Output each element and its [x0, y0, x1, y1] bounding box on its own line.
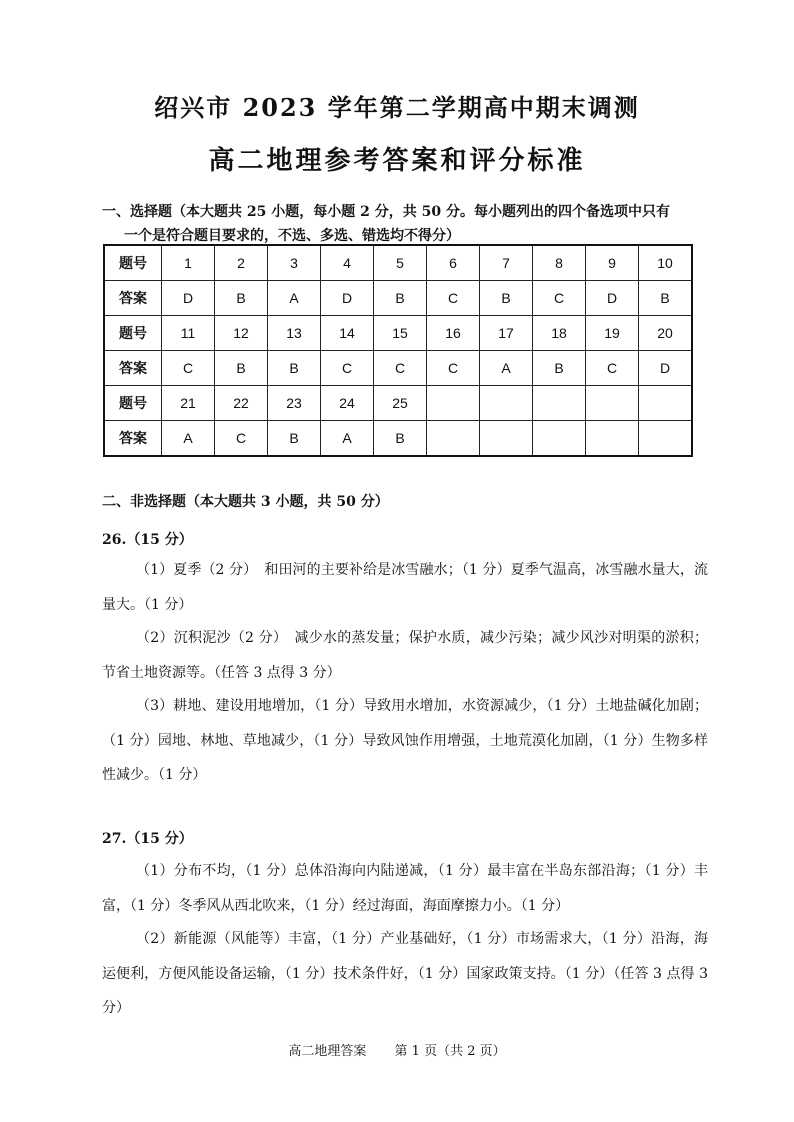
document-title: 绍兴市 2023 学年第二学期高中期末调测	[154, 93, 640, 122]
answer-row-cell	[586, 421, 639, 457]
question-27-part2: （2）新能源（风能等）丰富，（1 分）产业基础好，（1 分）市场需求大，（1 分）沿海，海运便利，方便风能设备运输，（1 分）技术条件好，（1 分）国家政策支持。（1 分）（任答 3 点得 3 分）	[102, 931, 708, 1016]
answer-row-cell: B	[374, 421, 427, 457]
answer-row-cell: B	[268, 351, 321, 386]
question-26-heading: 26.（15 分）	[102, 532, 193, 548]
question-number-row-cell: 9	[586, 245, 639, 281]
question-27-heading: 27.（15 分）	[102, 831, 193, 847]
answer-table	[103, 244, 693, 457]
answer-row-cell: C	[162, 351, 215, 386]
question-number-row-cell: 7	[480, 245, 533, 281]
answer-row-cell	[639, 421, 693, 457]
footer-doc-name: 高二地理答案	[288, 1044, 367, 1059]
answer-row-cell: B	[215, 281, 268, 316]
question-number-row-cell: 5	[374, 245, 427, 281]
answer-row-cell: D	[321, 281, 374, 316]
question-number-row-cell	[480, 386, 533, 421]
answer-row-cell: A	[480, 351, 533, 386]
question-number-row-label: 题号	[104, 316, 162, 351]
answer-row-cell: C	[533, 281, 586, 316]
section1-heading-line1: 一、选择题（本大题共 25 小题，每小题 2 分，共 50 分。每小题列出的四个备选项中只有	[102, 204, 670, 220]
question-26-part3: （3）耕地、建设用地增加，（1 分）导致用水增加，水资源减少，（1 分）土地盐碱化加剧；（1 分）园地、林地、草地减少，（1 分）导致风蚀作用增强，土地荒漠化加剧，（1 分）生物多样性减少。（1 分）	[102, 698, 708, 783]
answer-row-cell: A	[162, 421, 215, 457]
answer-row-cell: C	[321, 351, 374, 386]
answer-row	[104, 421, 692, 457]
answer-row-cell: A	[321, 421, 374, 457]
question-number-row-label: 题号	[104, 386, 162, 421]
question-number-row-cell: 24	[321, 386, 374, 421]
section1-heading-line2: 一个是符合题目要求的，不选、多选、错选均不得分）	[124, 228, 460, 244]
question-number-row	[104, 245, 692, 281]
answer-row-cell: B	[268, 421, 321, 457]
question-number-row-cell: 6	[427, 245, 480, 281]
question-number-row-cell: 11	[162, 316, 215, 351]
question-27-part1: （1）分布不均，（1 分）总体沿海向内陆递减，（1 分）最丰富在半岛东部沿海；（1 分）丰富，（1 分）冬季风从西北吹来，（1 分）经过海面，海面摩擦力小。（1 分）	[102, 863, 708, 914]
answer-row-cell: C	[215, 421, 268, 457]
question-number-row-cell: 16	[427, 316, 480, 351]
question-number-row-cell: 4	[321, 245, 374, 281]
answer-row-cell: C	[427, 351, 480, 386]
question-number-row	[104, 386, 692, 421]
question-number-row	[104, 316, 692, 351]
question-number-row-cell	[533, 386, 586, 421]
answer-row-cell: B	[374, 281, 427, 316]
answer-row-label: 答案	[104, 421, 162, 457]
question-number-row-cell: 2	[215, 245, 268, 281]
answer-row	[104, 281, 692, 316]
question-26-part2: （2）沉积泥沙（2 分） 减少水的蒸发量；保护水质，减少污染；减少风沙对明渠的淤积；节省土地资源等。（任答 3 点得 3 分）	[102, 630, 708, 681]
question-number-row-cell: 21	[162, 386, 215, 421]
question-number-row-cell: 15	[374, 316, 427, 351]
answer-row-cell: C	[427, 281, 480, 316]
answer-row-cell	[480, 421, 533, 457]
section2-heading: 二、非选择题（本大题共 3 小题，共 50 分）	[102, 494, 389, 510]
question-number-row-cell: 23	[268, 386, 321, 421]
answer-row-label: 答案	[104, 281, 162, 316]
answer-row-cell: C	[586, 351, 639, 386]
question-number-row-cell: 17	[480, 316, 533, 351]
question-number-row-cell: 3	[268, 245, 321, 281]
question-26-part1: （1）夏季（2 分） 和田河的主要补给是冰雪融水；（1 分）夏季气温高，冰雪融水量大，流量大。（1 分）	[102, 562, 708, 613]
answer-row-cell: B	[639, 281, 693, 316]
footer-page-number: 第 1 页（共 2 页）	[394, 1044, 506, 1059]
answer-row-cell	[533, 421, 586, 457]
answer-row-cell: A	[268, 281, 321, 316]
question-number-row-label: 题号	[104, 245, 162, 281]
question-number-row-cell: 13	[268, 316, 321, 351]
question-number-row-cell: 19	[586, 316, 639, 351]
answer-row-cell: D	[586, 281, 639, 316]
answer-row-cell: B	[533, 351, 586, 386]
question-number-row-cell	[639, 386, 693, 421]
question-number-row-cell: 14	[321, 316, 374, 351]
answer-row-cell	[427, 421, 480, 457]
answer-row-cell: C	[374, 351, 427, 386]
answer-row-cell: D	[639, 351, 693, 386]
question-number-row-cell: 10	[639, 245, 693, 281]
document-subtitle: 高二地理参考答案和评分标准	[208, 146, 586, 176]
section1-heading	[102, 200, 702, 248]
page-footer	[0, 1040, 794, 1059]
answer-row	[104, 351, 692, 386]
question-number-row-cell: 25	[374, 386, 427, 421]
question-number-row-cell: 8	[533, 245, 586, 281]
answer-row-cell: B	[480, 281, 533, 316]
question-number-row-cell: 20	[639, 316, 693, 351]
question-number-row-cell: 12	[215, 316, 268, 351]
question-number-row-cell	[427, 386, 480, 421]
question-number-row-cell: 18	[533, 316, 586, 351]
answer-row-cell: B	[215, 351, 268, 386]
question-number-row-cell: 22	[215, 386, 268, 421]
answer-row-label: 答案	[104, 351, 162, 386]
question-number-row-cell	[586, 386, 639, 421]
question-number-row-cell: 1	[162, 245, 215, 281]
answer-row-cell: D	[162, 281, 215, 316]
